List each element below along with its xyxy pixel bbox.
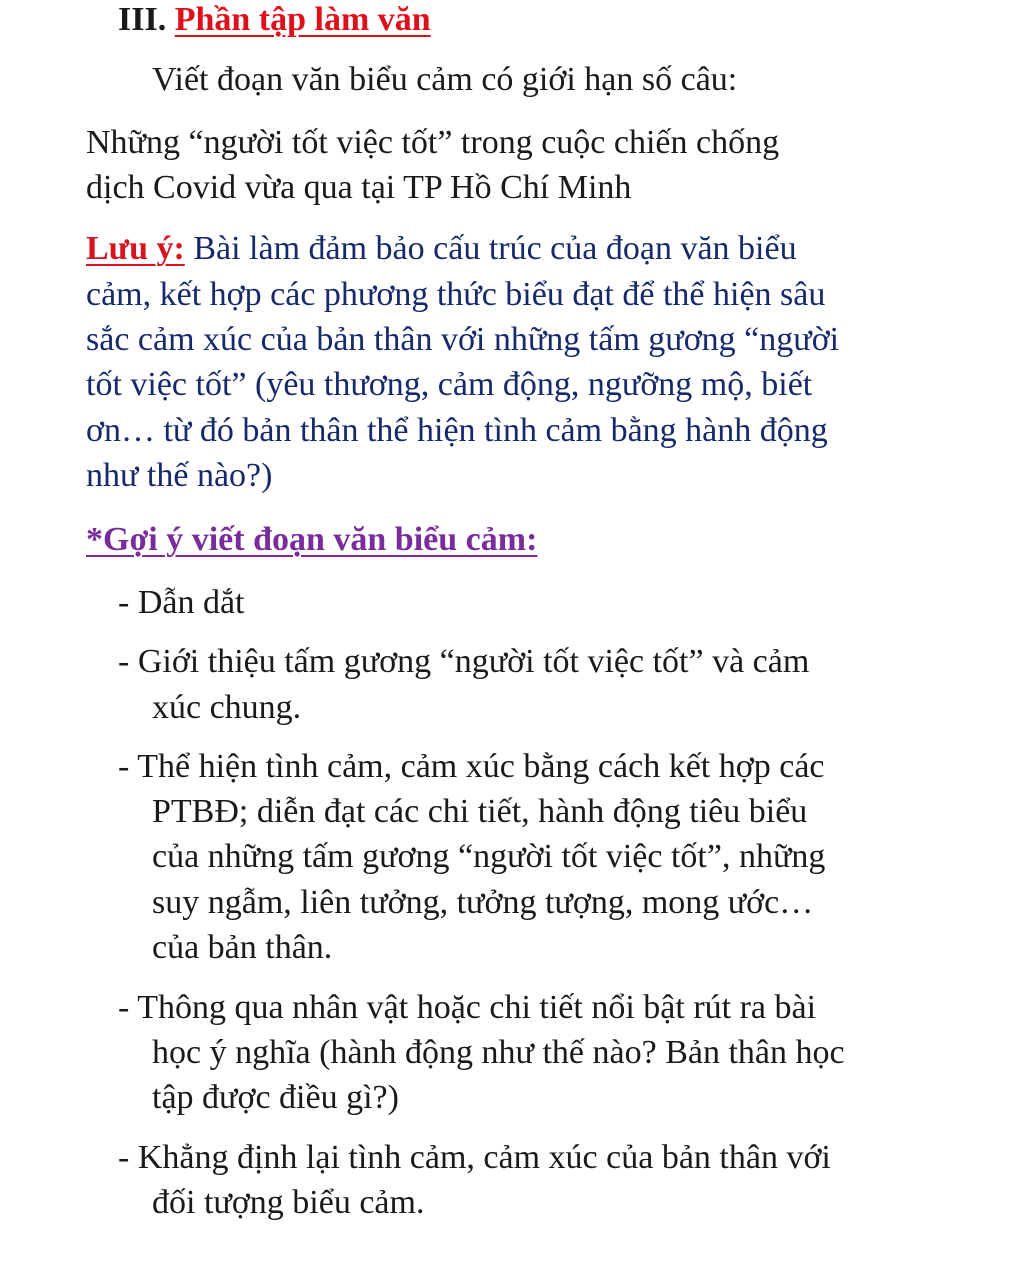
note-line: ơn… từ đó bản thân thể hiện tình cảm bằng hành động [86,412,828,449]
note-line: như thế nào?) [86,457,273,494]
step-item-continuation: PTBĐ; diễn đạt các chi tiết, hành động tiêu biểu [152,793,808,830]
section-heading [118,0,431,42]
writing-prompt: Viết đoạn văn biểu cảm có giới hạn số câu: [152,61,738,98]
section-title: Phần tập làm văn [174,1,431,38]
note-line: tốt việc tốt” (yêu thương, cảm động, ngưỡng mộ, biết [86,366,813,403]
topic-line: dịch Covid vừa qua tại TP Hồ Chí Minh [86,169,632,206]
step-item-continuation: của những tấm gương “người tốt việc tốt”, những [152,838,826,875]
note-line: cảm, kết hợp các phương thức biểu đạt để thể hiện sâu [86,276,826,313]
step-item-continuation: học ý nghĩa (hành động như thế nào? Bản thân học [152,1034,845,1071]
step-item-continuation: của bản thân. [152,929,333,966]
hint-heading: *Gợi ý viết đoạn văn biểu cảm: [86,521,538,558]
step-item: - Thông qua nhân vật hoặc chi tiết nổi bật rút ra bài [118,989,817,1026]
step-item-continuation: đối tượng biểu cảm. [152,1184,425,1221]
step-item: - Thể hiện tình cảm, cảm xúc bằng cách kết hợp các [118,748,825,785]
note-text: Bài làm đảm bảo cấu trúc của đoạn văn biểu [184,230,797,267]
step-item: - Khẳng định lại tình cảm, cảm xúc của bản thân với [118,1139,831,1176]
step-item-continuation: tập được điều gì?) [152,1079,399,1116]
note-label: Lưu ý: [86,230,185,267]
note-first-line [86,226,797,271]
note-line: sắc cảm xúc của bản thân với những tấm gương “người [86,321,840,358]
step-item: - Giới thiệu tấm gương “người tốt việc tốt” và cảm [118,643,810,680]
section-number: III. [118,1,167,38]
step-item: - Dẫn dắt [118,584,245,621]
topic-line: Những “người tốt việc tốt” trong cuộc chiến chống [86,124,780,161]
step-item-continuation: suy ngẫm, liên tưởng, tưởng tượng, mong ước… [152,884,814,921]
step-item-continuation: xúc chung. [152,689,302,726]
